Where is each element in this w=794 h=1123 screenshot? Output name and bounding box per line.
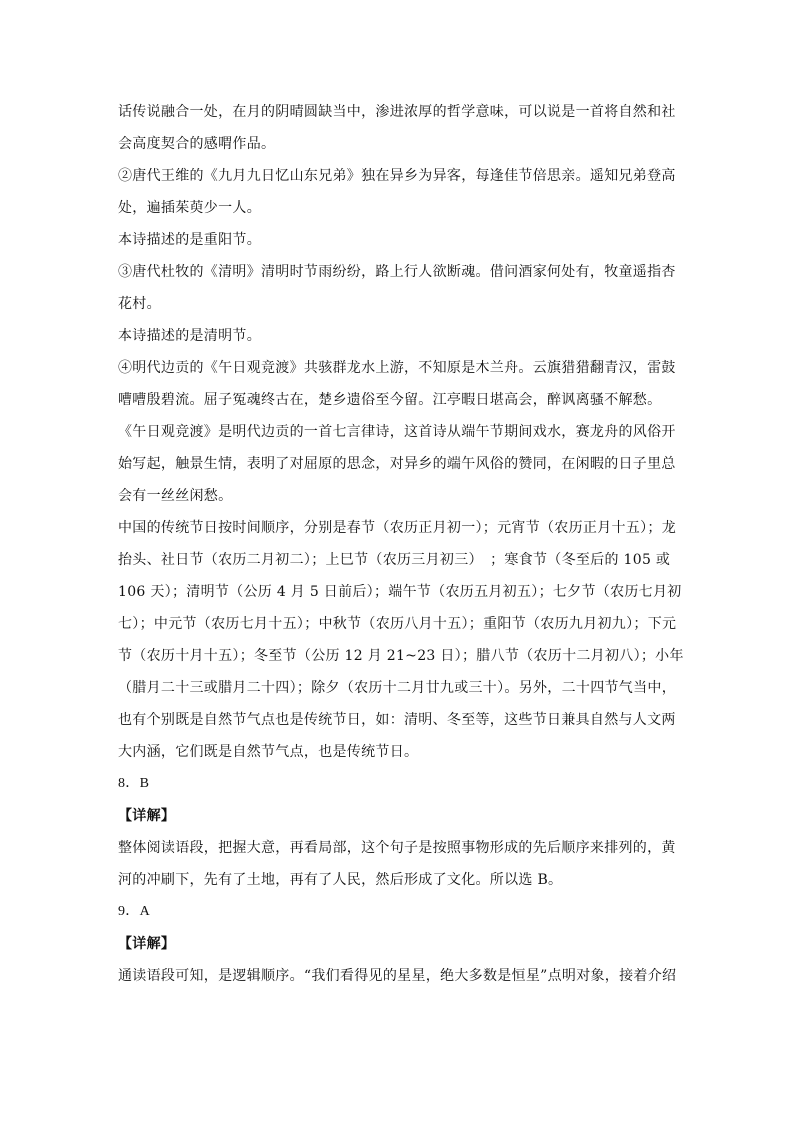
text-line: 106 天）；清明节（公历 4 月 5 日前后）；端午节（农历五月初五）；七夕节（农历七月初 xyxy=(118,584,682,600)
text-line: 节（农历十月十五）；冬至节（公历 12 月 21~23 日）；腊八节（农历十二月初八）；小年 xyxy=(118,648,684,664)
document-page xyxy=(118,96,684,992)
text-line: 本诗描述的是重阳节。 xyxy=(118,232,261,248)
question-number: 8．B xyxy=(118,776,150,791)
section-heading: 【详解】 xyxy=(118,936,176,952)
text-line: 河的冲刷下，先有了土地，再有了人民，然后形成了文化。所以选 B。 xyxy=(118,872,563,888)
text-line: 话传说融合一处，在月的阴晴圆缺当中，渗进浓厚的哲学意味，可以说是一首将自然和社 xyxy=(118,104,676,120)
text-line: 抬头、社日节（农历二月初二）；上巳节（农历三月初三） ；寒食节（冬至后的 105 或 xyxy=(118,552,671,568)
text-line: 也有个别既是自然节气点也是传统节日，如：清明、冬至等，这些节日兼具自然与人文两 xyxy=(118,712,676,728)
text-line: 会高度契合的感喟作品。 xyxy=(118,136,276,152)
text-line: 通读语段可知，是逻辑顺序。“我们看得见的星星，绝大多数是恒星”点明对象，接着介绍 xyxy=(118,968,677,984)
text-line: ③唐代杜牧的《清明》清明时节雨纷纷，路上行人欲断魂。借问酒家何处有，牧童遥指杏 xyxy=(118,264,676,280)
text-line: 《午日观竞渡》是明代边贡的一首七言律诗，这首诗从端午节期间戏水，赛龙舟的风俗开 xyxy=(118,424,676,440)
text-line: 大内涵，它们既是自然节气点，也是传统节日。 xyxy=(118,744,419,760)
text-line: ②唐代王维的《九月九日忆山东兄弟》独在异乡为异客，每逢佳节倍思亲。遥知兄弟登高 xyxy=(118,168,676,184)
text-line: 处，遍插茱萸少一人。 xyxy=(118,200,261,216)
text-line: 整体阅读语段，把握大意，再看局部，这个句子是按照事物形成的先后顺序来排列的，黄 xyxy=(118,840,676,856)
text-line: 花村。 xyxy=(118,296,161,312)
text-line: （腊月二十三或腊月二十四）；除夕（农历十二月廿九或三十）。另外，二十四节气当中， xyxy=(118,680,676,696)
text-line: 嘈嘈殷碧流。屈子冤魂终古在，楚乡遗俗至今留。江亭暇日堪高会，醉讽离骚不解愁。 xyxy=(118,392,662,408)
text-line: 本诗描述的是清明节。 xyxy=(118,328,261,344)
text-line: ④明代边贡的《午日观竞渡》共骇群龙水上游，不知原是木兰舟。云旗猎猎翻青汉，雷鼓 xyxy=(118,360,676,376)
text-line: 中国的传统节日按时间顺序，分别是春节（农历正月初一）；元宵节（农历正月十五）；龙 xyxy=(118,520,676,536)
text-line: 七）；中元节（农历七月十五）；中秋节（农历八月十五）；重阳节（农历九月初九）；下元 xyxy=(118,616,677,632)
section-heading: 【详解】 xyxy=(118,808,176,824)
text-line: 会有一丝丝闲愁。 xyxy=(118,488,233,504)
question-number: 9．A xyxy=(118,904,151,919)
text-line: 始写起，触景生情，表明了对屈原的思念，对异乡的端午风俗的赞同，在闲暇的日子里总 xyxy=(118,456,676,472)
